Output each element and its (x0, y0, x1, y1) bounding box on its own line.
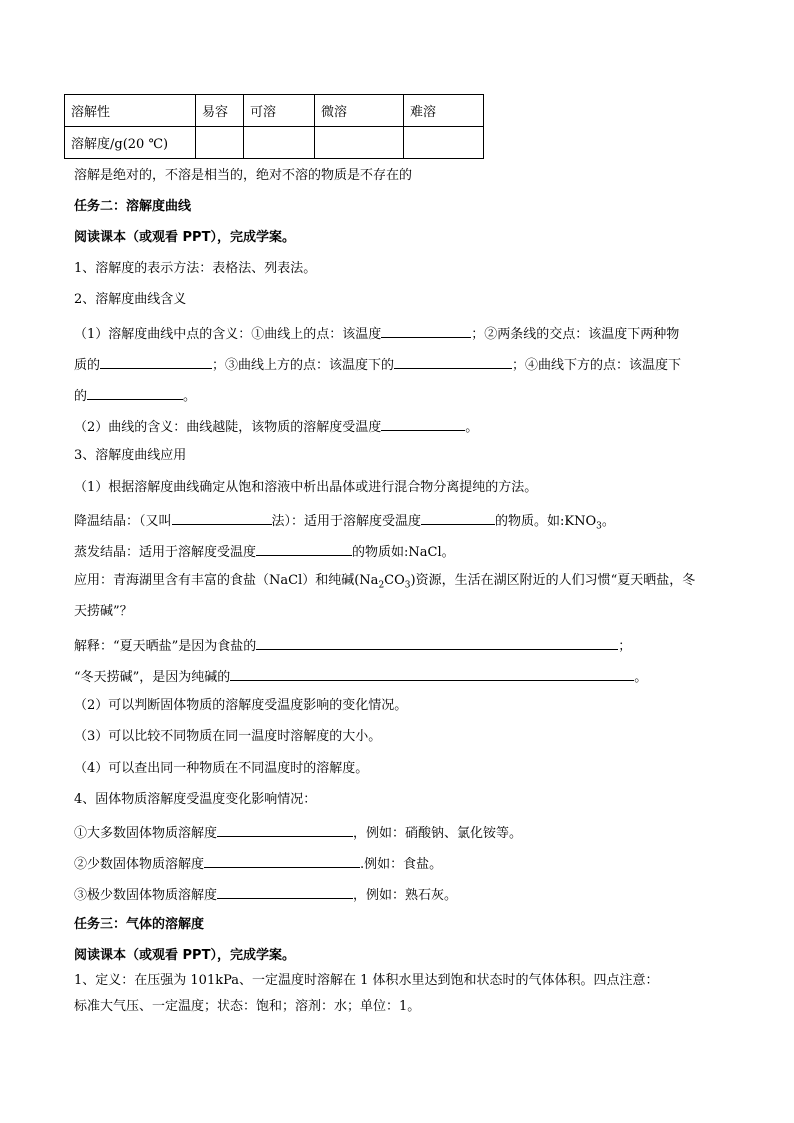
table-cell-empty (404, 127, 484, 159)
text: 蒸发结晶：适用于溶解度受温度 (74, 545, 257, 560)
text: 。 (601, 514, 615, 529)
table-cell: 溶解性 (65, 95, 196, 127)
text: （1）溶解度曲线中点的含义：①曲线上的点：该温度 (74, 327, 382, 342)
table-row (65, 95, 484, 127)
application-3: （3）可以比较不同物质在同一温度时溶解度的大小。 (74, 729, 382, 744)
table-cell-empty (315, 127, 404, 159)
text: 的 (74, 389, 88, 404)
question-1-line1 (74, 323, 679, 344)
explanation-summer-line (74, 635, 631, 656)
text: 。 (465, 420, 479, 435)
text: 解释：“夏天晒盐”是因为食盐的 (74, 639, 257, 654)
table-cell: 微溶 (315, 95, 404, 127)
text: ③极少数固体物质溶解度 (74, 888, 218, 903)
text: 质的 (74, 358, 101, 373)
gas-solubility-notes: 标准大气压、一定温度；状态：饱和；溶剂：水；单位：1。 (74, 999, 421, 1014)
gas-solubility-definition: 1、定义：在压强为 101kPa、一定温度时溶解在 1 体积水里达到饱和状态时的气体体积。四点注意： (74, 973, 659, 988)
application-line1 (74, 572, 695, 595)
answer-blank[interactable] (87, 385, 183, 400)
answer-blank[interactable] (394, 354, 512, 369)
text: “冬天捞碱”，是因为纯碱的 (74, 670, 231, 685)
note-line: 溶解是绝对的，不溶是相当的，绝对不溶的物质是不存在的 (74, 168, 413, 183)
item-3: 3、溶解度曲线应用 (74, 448, 187, 463)
answer-blank[interactable] (230, 666, 634, 681)
question-2-line (74, 416, 478, 437)
text: ，例如：硝酸钠、氯化铵等。 (353, 826, 523, 841)
answer-blank[interactable] (217, 884, 353, 899)
table-cell-empty (244, 127, 315, 159)
answer-blank[interactable] (256, 635, 618, 650)
application-4: （4）可以查出同一种物质在不同温度时的溶解度。 (74, 761, 369, 776)
answer-blank[interactable] (217, 822, 353, 837)
task2-title: 任务二：溶解度曲线 (74, 199, 192, 214)
text: ；③曲线上方的点：该温度下的 (212, 358, 395, 373)
evaporation-crystallization-line (74, 541, 455, 562)
explanation-winter-line (74, 666, 647, 687)
text: CO (384, 573, 405, 588)
text: ②少数固体物质溶解度 (74, 857, 205, 872)
text: )资源，生活在湖区附近的人们习惯“夏天晒盐，冬 (410, 573, 696, 588)
solubility-case-3 (74, 884, 457, 905)
item-4: 4、固体物质溶解度受温度变化影响情况： (74, 792, 317, 807)
answer-blank[interactable] (381, 416, 465, 431)
application-line2: 天捞碱”？ (74, 604, 133, 619)
text: 降温结晶：（又叫 (74, 514, 172, 529)
cooling-crystallization-line (74, 510, 615, 536)
table-cell: 溶解度/g(20 ℃) (65, 127, 196, 159)
text: 的物质。如:KNO (495, 514, 597, 529)
text: 。 (634, 670, 648, 685)
answer-blank[interactable] (381, 323, 471, 338)
item-2: 2、溶解度曲线含义 (74, 292, 187, 307)
table-row (65, 127, 484, 159)
text: ； (618, 639, 632, 654)
answer-blank[interactable] (100, 354, 212, 369)
task2-read: 阅读课本（或观看 PPT），完成学案。 (74, 230, 295, 245)
text: ；②两条线的交点：该温度下两种物 (471, 327, 680, 342)
solubility-case-1 (74, 822, 522, 843)
answer-blank[interactable] (256, 541, 352, 556)
table-cell: 难溶 (404, 95, 484, 127)
table-cell: 可溶 (244, 95, 315, 127)
answer-blank[interactable] (204, 853, 360, 868)
text: ，例如：熟石灰。 (353, 888, 458, 903)
table-cell-empty (196, 127, 244, 159)
text: ；④曲线下方的点：该温度下 (512, 358, 682, 373)
text: 法）：适用于溶解度受温度 (271, 514, 422, 529)
question-1-line3 (74, 385, 196, 406)
text: 。 (183, 389, 197, 404)
task3-title: 任务三：气体的溶解度 (74, 917, 205, 932)
question-1-line2 (74, 354, 681, 375)
text: （2）曲线的含义：曲线越陡，该物质的溶解度受温度 (74, 420, 382, 435)
text: ①大多数固体物质溶解度 (74, 826, 218, 841)
subscript: 2 (378, 580, 385, 591)
subscript: 3 (404, 580, 411, 591)
text: 应用：青海湖里含有丰富的食盐（NaCl）和纯碱(Na (74, 573, 379, 588)
table-cell: 易容 (196, 95, 244, 127)
task3-read: 阅读课本（或观看 PPT），完成学案。 (74, 948, 295, 963)
answer-blank[interactable] (421, 510, 495, 525)
answer-blank[interactable] (172, 510, 272, 525)
solubility-case-2 (74, 853, 442, 874)
subscript: 3 (596, 521, 602, 532)
application-2: （2）可以判断固体物质的溶解度受温度影响的变化情况。 (74, 698, 408, 713)
application-1: （1）根据溶解度曲线确定从饱和溶液中析出晶体或进行混合物分离提纯的方法。 (74, 480, 538, 495)
item-1: 1、溶解度的表示方法：表格法、列表法。 (74, 261, 317, 276)
text: 的物质如:NaCl。 (352, 545, 455, 560)
solubility-table (64, 94, 484, 159)
text: .例如：食盐。 (360, 857, 443, 872)
